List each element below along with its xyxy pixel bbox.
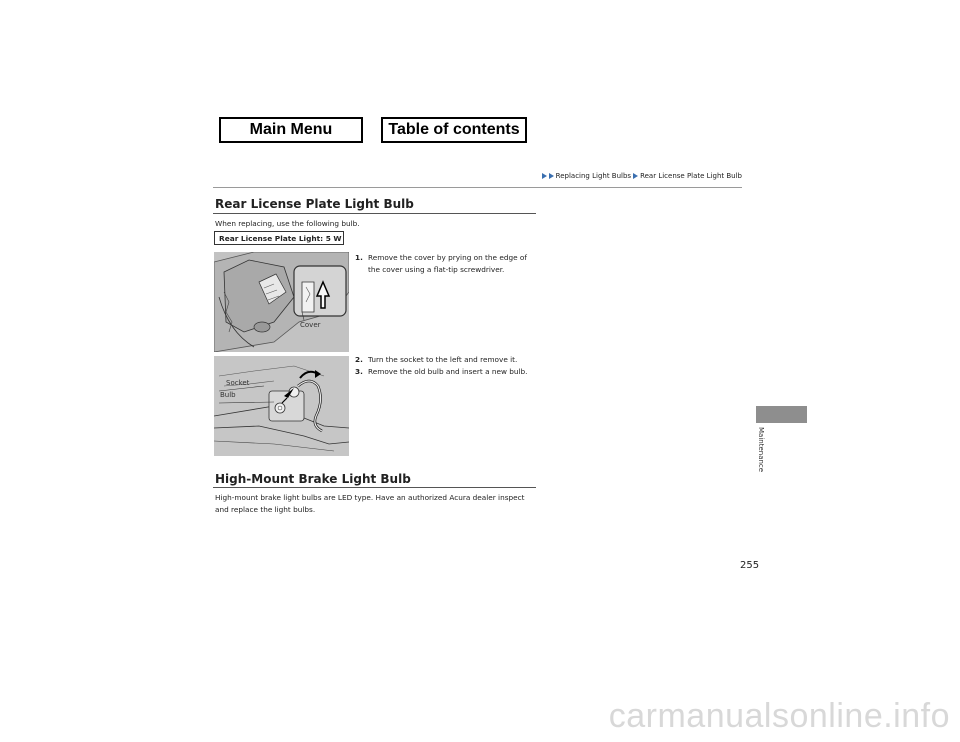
step-text: Remove the cover by prying on the edge of the cover using a flat-tip screwdriver.	[368, 253, 527, 274]
step-3	[355, 366, 537, 378]
step-number: 2.	[355, 355, 363, 364]
section-intro-text: When replacing, use the following bulb.	[215, 219, 360, 228]
section-title-high-mount-brake: High-Mount Brake Light Bulb	[215, 472, 411, 486]
section-title-underline	[213, 487, 536, 488]
breadcrumb	[542, 172, 742, 180]
socket-label: Socket	[226, 379, 250, 387]
step-1	[355, 252, 537, 275]
high-mount-brake-text: High-mount brake light bulbs are LED type. Have an authorized Acura dealer inspect and replace the light bulbs.	[215, 493, 525, 514]
cover-removal-illustration	[214, 252, 349, 352]
table-of-contents-button[interactable]: Table of contents	[381, 117, 527, 143]
bulb-label: Bulb	[220, 391, 236, 399]
step-2	[355, 354, 537, 366]
socket-bulb-drawing	[214, 356, 349, 456]
section-title-rear-license-plate: Rear License Plate Light Bulb	[215, 197, 414, 211]
main-menu-button[interactable]: Main Menu	[219, 117, 363, 143]
maintenance-side-tab[interactable]	[756, 406, 807, 423]
watermark-text: carmanualsonline.info	[608, 697, 950, 735]
page-number: 255	[740, 560, 760, 571]
socket-bulb-illustration	[214, 356, 349, 456]
breadcrumb-item-rear-license-plate-light-bulb[interactable]: Rear License Plate Light Bulb	[640, 172, 742, 180]
header-divider	[213, 187, 742, 188]
breadcrumb-arrow-icon	[633, 173, 638, 179]
cover-label: Cover	[300, 321, 321, 329]
cover-removal-drawing	[214, 252, 349, 352]
bulb-spec-box: Rear License Plate Light: 5 W	[214, 231, 344, 245]
section-title-underline	[213, 213, 536, 214]
breadcrumb-item-replacing-light-bulbs[interactable]: Replacing Light Bulbs	[555, 172, 632, 180]
step-text: Remove the old bulb and insert a new bulb.	[368, 367, 528, 376]
breadcrumb-arrow-icon	[549, 173, 554, 179]
step-text: Turn the socket to the left and remove it.	[368, 355, 518, 364]
step-number: 1.	[355, 253, 363, 262]
maintenance-side-label: Maintenance	[757, 427, 765, 473]
breadcrumb-arrow-icon	[542, 173, 547, 179]
step-number: 3.	[355, 367, 363, 376]
